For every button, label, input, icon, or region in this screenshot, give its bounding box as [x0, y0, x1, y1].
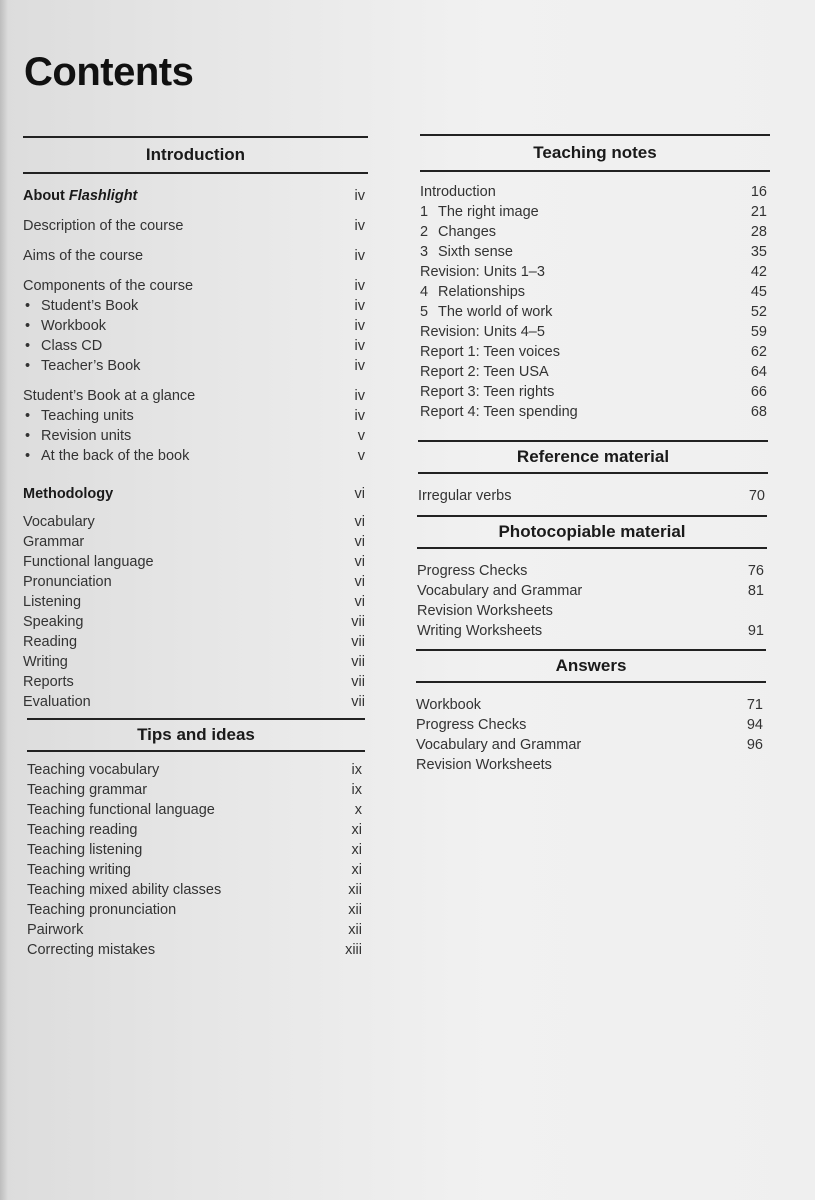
toc-entry-label: [420, 384, 554, 400]
toc-page-number: 45: [750, 284, 767, 300]
section-bottom-rule: [23, 172, 368, 174]
toc-entry-label: Description of the course: [23, 218, 184, 234]
photocopiable-list: [417, 561, 767, 641]
toc-page-number: ix: [351, 762, 362, 778]
toc-page-number: 62: [750, 344, 767, 360]
unit-title: The right image: [438, 204, 539, 220]
toc-page-number: 42: [750, 264, 767, 280]
toc-entry[interactable]: [417, 561, 767, 581]
toc-entry-label: Vocabulary and Grammar: [416, 737, 582, 753]
toc-entry[interactable]: [27, 840, 365, 860]
bullet-icon: •: [25, 298, 31, 314]
toc-entry-bullet[interactable]: [23, 316, 368, 336]
toc-entry-bullet[interactable]: [23, 336, 368, 356]
section-bottom-rule: [417, 547, 767, 549]
toc-page-number: vii: [351, 694, 365, 710]
toc-entry-label: Teaching reading: [27, 822, 138, 838]
unit-title: Revision: Units 1–3: [420, 264, 545, 280]
toc-entry[interactable]: [27, 880, 365, 900]
toc-page-number: 68: [750, 404, 767, 420]
toc-entry[interactable]: [420, 202, 770, 222]
toc-entry-label: Revision Worksheets: [417, 603, 553, 619]
toc-entry[interactable]: [420, 322, 770, 342]
unit-number: 2: [420, 224, 429, 240]
section-top-rule: [418, 440, 768, 442]
toc-page-number: v: [357, 448, 365, 464]
toc-entry-label: Irregular verbs: [418, 488, 512, 504]
toc-page-number: 76: [747, 563, 764, 579]
toc-entry-label: Correcting mistakes: [27, 942, 156, 958]
toc-entry[interactable]: [27, 820, 365, 840]
toc-entry[interactable]: [420, 222, 770, 242]
toc-page-number: vii: [351, 634, 365, 650]
toc-page-number: 70: [748, 488, 765, 504]
section-heading: Tips and ideas: [137, 725, 255, 744]
toc-entry-label: Writing Worksheets: [417, 623, 543, 639]
toc-entry-aims[interactable]: [23, 246, 368, 266]
unit-title: Report 4: Teen spending: [420, 404, 578, 420]
toc-page-number: xi: [351, 842, 362, 858]
toc-page-number: 64: [750, 364, 767, 380]
toc-entry-label: Workbook: [41, 318, 107, 334]
toc-entry-label: [420, 184, 496, 200]
toc-page-number: 91: [747, 623, 764, 639]
toc-entry-label: [420, 204, 539, 220]
toc-entry[interactable]: [27, 940, 365, 960]
toc-page-number: vi: [354, 594, 365, 610]
toc-page-number: vi: [354, 486, 365, 502]
toc-page-number: iv: [354, 408, 365, 424]
bullet-icon: •: [25, 448, 31, 464]
toc-entry-label: Evaluation: [23, 694, 91, 710]
toc-page-number: v: [357, 428, 365, 444]
toc-entry-bullet[interactable]: [23, 356, 368, 376]
bullet-icon: •: [25, 338, 31, 354]
toc-entry[interactable]: [23, 612, 368, 632]
bullet-icon: •: [25, 408, 31, 424]
toc-entry[interactable]: [23, 652, 368, 672]
toc-page-number: xii: [348, 882, 362, 898]
toc-entry-label: Class CD: [41, 338, 103, 354]
toc-page-number: 35: [750, 244, 767, 260]
toc-page-number: xi: [351, 862, 362, 878]
toc-entry-label: Teaching functional language: [27, 802, 215, 818]
section-top-rule: [23, 136, 368, 138]
reference-list: [418, 486, 768, 506]
toc-entry[interactable]: [416, 715, 766, 735]
section-bottom-rule: [420, 170, 770, 172]
toc-entry[interactable]: [420, 182, 770, 202]
section-answers: [416, 649, 766, 775]
toc-entry-label: Methodology: [23, 486, 114, 502]
unit-title: Sixth sense: [438, 244, 513, 260]
toc-page-number: vii: [351, 654, 365, 670]
page-title: Contents: [24, 50, 194, 94]
toc-page-number: 66: [750, 384, 767, 400]
toc-page-number: iv: [354, 388, 365, 404]
section-heading: Answers: [555, 656, 627, 675]
toc-page-number: xii: [348, 922, 362, 938]
toc-page-number: iv: [354, 338, 365, 354]
section-bottom-rule: [27, 750, 365, 752]
toc-page-number: ix: [351, 782, 362, 798]
unit-title: Relationships: [438, 284, 526, 300]
toc-page-number: 81: [747, 583, 764, 599]
toc-entry-label: [420, 244, 513, 260]
toc-entry-label: [420, 264, 545, 280]
toc-entry[interactable]: [420, 402, 770, 422]
toc-entry[interactable]: [23, 692, 368, 712]
toc-page-number: vi: [354, 534, 365, 550]
toc-page-number: xi: [351, 822, 362, 838]
toc-entry[interactable]: [27, 900, 365, 920]
toc-entry[interactable]: [27, 860, 365, 880]
section-top-rule: [27, 718, 365, 720]
toc-page-number: x: [354, 802, 362, 818]
bullet-icon: •: [25, 428, 31, 444]
toc-page-number: iv: [354, 248, 365, 264]
toc-entry-label: Teaching writing: [27, 862, 131, 878]
toc-entry[interactable]: [417, 621, 767, 641]
toc-entry[interactable]: [27, 800, 365, 820]
unit-number: 5: [420, 304, 429, 320]
section-top-rule: [420, 134, 770, 136]
toc-entry-label: [420, 324, 545, 340]
toc-entry-bullet[interactable]: [23, 406, 368, 426]
toc-entry-label: Teaching pronunciation: [27, 902, 177, 918]
toc-page-number: 71: [746, 697, 763, 713]
toc-entry-label: Functional language: [23, 554, 154, 570]
section-tips: [27, 718, 365, 960]
toc-entry-label: Teaching listening: [27, 842, 143, 858]
toc-entry-label: Speaking: [23, 614, 84, 630]
toc-entry[interactable]: [416, 735, 766, 755]
toc-entry-label: Teaching units: [41, 408, 134, 424]
unit-number: 4: [420, 284, 429, 300]
toc-page-number: vi: [354, 574, 365, 590]
toc-entry-label: Student’s Book at a glance: [23, 388, 196, 404]
toc-entry-label: Student’s Book: [41, 298, 139, 314]
answers-list: [416, 695, 766, 775]
toc-entry[interactable]: [420, 282, 770, 302]
toc-entry-bullet[interactable]: [23, 296, 368, 316]
toc-entry[interactable]: [420, 342, 770, 362]
toc-entry-label: Writing: [23, 654, 68, 670]
section-heading: Reference material: [516, 447, 670, 466]
toc-entry-label: Grammar: [23, 534, 85, 550]
toc-entry[interactable]: [420, 382, 770, 402]
toc-entry-label: Reports: [23, 674, 74, 690]
toc-entry[interactable]: [416, 695, 766, 715]
toc-entry-bullet[interactable]: [23, 426, 368, 446]
toc-entry-label: [420, 364, 549, 380]
toc-entry-glance[interactable]: [23, 386, 368, 406]
toc-page-number: 52: [750, 304, 767, 320]
toc-page-number: 96: [746, 737, 763, 753]
toc-page-number: iv: [354, 188, 365, 204]
toc-entry[interactable]: [420, 262, 770, 282]
toc-entry-bullet[interactable]: [23, 446, 368, 466]
toc-entry[interactable]: [27, 780, 365, 800]
page-spine-shadow: [0, 0, 8, 1200]
toc-entry[interactable]: [417, 581, 767, 601]
toc-page-number: iv: [354, 298, 365, 314]
toc-entry-label: At the back of the book: [41, 448, 190, 464]
toc-page-number: vi: [354, 554, 365, 570]
toc-entry[interactable]: [420, 242, 770, 262]
toc-entry[interactable]: [416, 755, 766, 775]
unit-title: Report 2: Teen USA: [420, 364, 549, 380]
toc-entry-label: [420, 304, 552, 320]
toc-entry-label: Revision Worksheets: [416, 757, 552, 773]
toc-entry-label: Teaching mixed ability classes: [27, 882, 222, 898]
section-reference: [418, 440, 768, 506]
toc-entry-label: Teaching vocabulary: [27, 762, 160, 778]
toc-entry-label: [420, 224, 496, 240]
unit-title: Introduction: [420, 184, 496, 200]
toc-page-number: iv: [354, 358, 365, 374]
toc-page-number: 28: [750, 224, 767, 240]
toc-entry-label: Reading: [23, 634, 78, 650]
unit-number: 3: [420, 244, 429, 260]
toc-entry-label: Listening: [23, 594, 82, 610]
section-top-rule: [416, 649, 766, 651]
unit-title: Report 1: Teen voices: [420, 344, 560, 360]
toc-entry[interactable]: [417, 601, 767, 621]
unit-title: Revision: Units 4–5: [420, 324, 545, 340]
unit-title: Report 3: Teen rights: [420, 384, 555, 400]
toc-page-number: 21: [750, 204, 767, 220]
toc-entry[interactable]: [27, 920, 365, 940]
toc-entry-label: [420, 344, 560, 360]
toc-entry-label: Teacher’s Book: [41, 358, 141, 374]
toc-entry[interactable]: [420, 362, 770, 382]
toc-entry-label: About Flashlight: [23, 188, 138, 204]
toc-entry-label: Progress Checks: [417, 563, 528, 579]
toc-entry[interactable]: [23, 552, 368, 572]
toc-page-number: iv: [354, 318, 365, 334]
toc-page-number: vii: [351, 674, 365, 690]
toc-entry-components[interactable]: [23, 276, 368, 296]
toc-entry[interactable]: [23, 532, 368, 552]
toc-entry-label: [420, 404, 578, 420]
section-bottom-rule: [416, 681, 766, 683]
toc-entry-label: Progress Checks: [416, 717, 527, 733]
unit-number: 1: [420, 204, 429, 220]
toc-page-number: xiii: [345, 942, 362, 958]
teaching-notes-list: [420, 182, 770, 422]
toc-entry-about[interactable]: [23, 186, 368, 206]
toc-page-number: vi: [354, 514, 365, 530]
toc-entry[interactable]: [23, 672, 368, 692]
toc-entry[interactable]: [420, 302, 770, 322]
toc-page-number: vii: [351, 614, 365, 630]
section-heading: Photocopiable material: [498, 522, 686, 541]
toc-entry-methodology[interactable]: [23, 484, 368, 504]
section-heading: Teaching notes: [533, 143, 657, 162]
toc-entry[interactable]: [418, 486, 768, 506]
toc-entry-description[interactable]: [23, 216, 368, 236]
bullet-icon: •: [25, 318, 31, 334]
section-top-rule: [417, 515, 767, 517]
toc-entry[interactable]: [23, 512, 368, 532]
section-heading: Introduction: [145, 145, 246, 164]
toc-page-number: iv: [354, 278, 365, 294]
section-introduction: [23, 136, 368, 712]
tips-list: [27, 760, 365, 960]
toc-page-number: iv: [354, 218, 365, 234]
toc-page-number: 59: [750, 324, 767, 340]
toc-entry-label: Vocabulary: [23, 514, 95, 530]
toc-entry[interactable]: [27, 760, 365, 780]
section-teaching-notes: [420, 134, 770, 422]
toc-entry-label: Workbook: [416, 697, 482, 713]
toc-entry-label: Teaching grammar: [27, 782, 148, 798]
toc-entry[interactable]: [23, 572, 368, 592]
toc-entry-label: Revision units: [41, 428, 132, 444]
toc-entry-label: Pairwork: [27, 922, 84, 938]
unit-title: The world of work: [438, 304, 553, 320]
toc-page-number: 16: [750, 184, 767, 200]
toc-page-number: 94: [746, 717, 763, 733]
toc-entry-label: Pronunciation: [23, 574, 112, 590]
toc-entry-label: Components of the course: [23, 278, 194, 294]
unit-title: Changes: [438, 224, 497, 240]
toc-entry-label: Vocabulary and Grammar: [417, 583, 583, 599]
bullet-icon: •: [25, 358, 31, 374]
toc-entry-label: [420, 284, 525, 300]
toc-entry[interactable]: [23, 632, 368, 652]
toc-page-number: xii: [348, 902, 362, 918]
toc-entry-label: Aims of the course: [23, 248, 144, 264]
section-photocopiable: [417, 515, 767, 641]
methodology-list: [23, 512, 368, 712]
toc-entry[interactable]: [23, 592, 368, 612]
section-bottom-rule: [418, 472, 768, 474]
